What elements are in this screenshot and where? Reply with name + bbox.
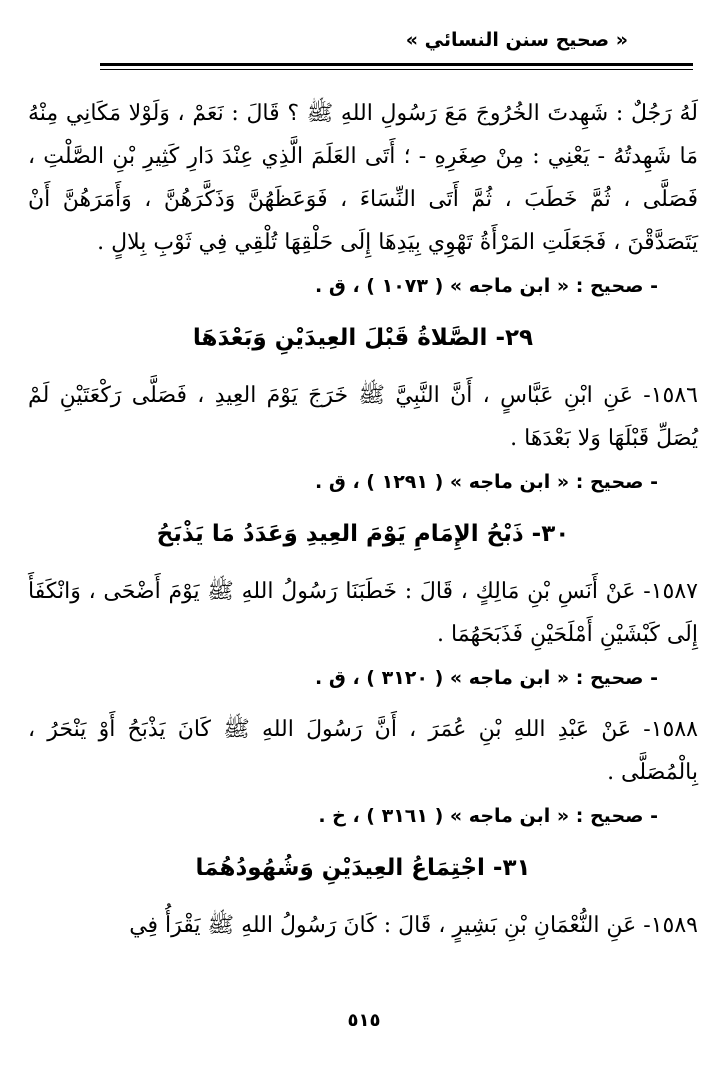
chapter-heading-30: ٣٠- ذَبْحُ الإِمَامِ يَوْمَ العِيدِ وَعَدَدُ مَا يَذْبَحُ [156,521,570,547]
grading-line: - صحيح : « ابن ماجه » ( ٣١٦١ ) ، خ . [318,805,658,827]
grading-line: - صحيح : « ابن ماجه » ( ٣١٢٠ ) ، ق . [315,667,658,689]
header-rule [100,63,693,66]
hadith-continuation-text: لَهُ رَجُلٌ : شَهِدتَ الخُرُوجَ مَعَ رَسُولِ اللهِ ﷺ ؟ قَالَ : نَعَمْ ، وَلَوْلا مَكَانِي مِنْهُ مَا شَهِدتُهُ - يَعْنِي : مِنْ صِغَرِهِ - ؛ أَتَى العَلَمَ الَّذِي عِنْدَ دَارِ كَثِيرِ بْنِ الصَّلْتِ ، فَصَلَّى ، ثُمَّ خَطَبَ ، ثُمَّ أَتَى النِّسَاءَ ، فَوَعَظَهُنَّ وَذَكَّرَهُنَّ ، وَأَمَرَهُنَّ أَنْ يَتَصَدَّقْنَ ، فَجَعَلَتِ المَرْأَةُ تَهْوِي بِيَدِهَا إِلَى حَلْقِهَا تُلْقِي فِي ثَوْبِ بِلالٍ . [28,101,698,255]
grading-line: - صحيح : « ابن ماجه » ( ١٠٧٣ ) ، ق . [315,275,658,297]
hadith-1586-text: ١٥٨٦- عَنِ ابْنِ عَبَّاسٍ ، أَنَّ النَّبِيَّ ﷺ خَرَجَ يَوْمَ العِيدِ ، فَصَلَّى رَكْعَتَيْنِ لَمْ يُصَلِّ قَبْلَهَا وَلا بَعْدَهَا . [28,383,698,451]
page-number: ٥١٥ [347,1010,381,1031]
hadith-1589-text: ١٥٨٩- عَنِ النُّعْمَانِ بْنِ بَشِيرٍ ، قَالَ : كَانَ رَسُولُ اللهِ ﷺ يَقْرَأُ فِي [129,913,698,938]
hadith-1588-text: ١٥٨٨- عَنْ عَبْدِ اللهِ بْنِ عُمَرَ ، أَنَّ رَسُولَ اللهِ ﷺ كَانَ يَذْبَحُ أَوْ يَنْحَرُ ، بِالْمُصَلَّى . [28,717,698,785]
page-content [28,92,698,947]
chapter-heading-29: ٢٩- الصَّلاةُ قَبْلَ العِيدَيْنِ وَبَعْدَهَا [192,325,534,351]
header-rule-secondary [100,69,693,70]
grading-line: - صحيح : « ابن ماجه » ( ١٢٩١ ) ، ق . [315,471,658,493]
chapter-heading-31: ٣١- اجْتِمَاعُ العِيدَيْنِ وَشُهُودُهُمَا [195,855,531,881]
hadith-1587-text: ١٥٨٧- عَنْ أَنَسِ بْنِ مَالِكٍ ، قَالَ : خَطَبَنَا رَسُولُ اللهِ ﷺ يَوْمَ أَضْحَى ، وَانْكَفَأَ إِلَى كَبْشَيْنِ أَمْلَحَيْنِ فَذَبَحَهُمَا . [28,579,698,647]
running-header-title: « صحيح سنن النسائي » [405,29,628,51]
